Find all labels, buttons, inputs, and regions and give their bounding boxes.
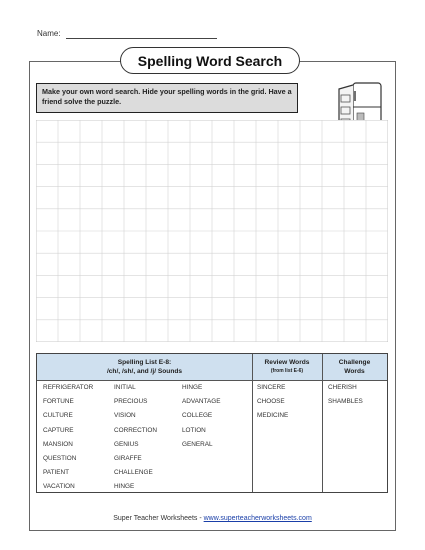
spelling-word: HINGE: [182, 384, 203, 391]
spelling-word: VACATION: [43, 483, 75, 491]
review-word: MEDICINE: [257, 412, 289, 420]
spelling-word: CAPTURE: [43, 426, 74, 434]
spelling-word: INITIAL: [114, 384, 136, 391]
page-title: Spelling Word Search: [120, 47, 300, 74]
spelling-column-1: [43, 383, 93, 497]
spelling-word: CULTURE: [43, 412, 73, 420]
spelling-word: PRECIOUS: [114, 398, 148, 406]
review-words-column: [257, 383, 288, 426]
challenge-words-header: [322, 354, 387, 380]
spelling-word: QUESTION: [43, 454, 77, 462]
challenge-word: CHERISH: [328, 384, 357, 391]
spelling-word: MANSION: [43, 440, 73, 448]
review-words-title: Review Words: [264, 359, 310, 366]
spelling-word: CORRECTION: [114, 426, 157, 434]
spelling-word: FORTUNE: [43, 398, 74, 406]
name-line: [66, 38, 217, 39]
review-word: CHOOSE: [257, 398, 285, 406]
challenge-word: SHAMBLES: [328, 398, 363, 406]
spelling-list-title: Spelling List E-8:: [117, 359, 172, 366]
word-table-header: [37, 354, 387, 381]
challenge-words-title: Challenge: [338, 359, 371, 366]
challenge-words-title-2: Words: [344, 368, 365, 375]
spelling-word: HINGE: [114, 483, 135, 491]
spelling-word: PATIENT: [43, 469, 70, 477]
spelling-word: ADVANTAGE: [182, 398, 221, 406]
spelling-column-2: [114, 383, 157, 497]
review-words-header: [252, 354, 322, 380]
challenge-words-column: [328, 383, 363, 411]
spelling-list-header: [37, 354, 252, 380]
review-words-subtitle: (from list E-6): [270, 368, 304, 374]
footer-text: Super Teacher Worksheets -: [113, 515, 204, 522]
column-divider: [252, 354, 253, 492]
instructions-box: Make your own word search. Hide your spelling words in the grid. Have a friend solve the puzzle.: [36, 83, 298, 113]
spelling-word: REFRIGERATOR: [43, 384, 94, 391]
spelling-word: COLLEGE: [182, 412, 213, 420]
word-search-grid[interactable]: [36, 120, 388, 342]
word-list-table: [36, 353, 388, 493]
footer-link[interactable]: www.superteacherworksheets.com: [203, 515, 312, 522]
spelling-word: VISION: [114, 412, 136, 420]
spelling-word: LOTION: [182, 426, 206, 434]
spelling-column-3: [182, 383, 220, 454]
name-label: Name:: [37, 29, 61, 38]
column-divider: [322, 354, 323, 492]
review-word: SINCERE: [257, 384, 286, 391]
spelling-word: GIRAFFE: [114, 454, 142, 462]
footer: [0, 515, 425, 522]
spelling-word: GENIUS: [114, 440, 139, 448]
spelling-list-subtitle: /ch/, /sh/, and /j/ Sounds: [106, 368, 183, 375]
spelling-word: CHALLENGE: [114, 469, 153, 477]
spelling-word: GENERAL: [182, 440, 213, 448]
